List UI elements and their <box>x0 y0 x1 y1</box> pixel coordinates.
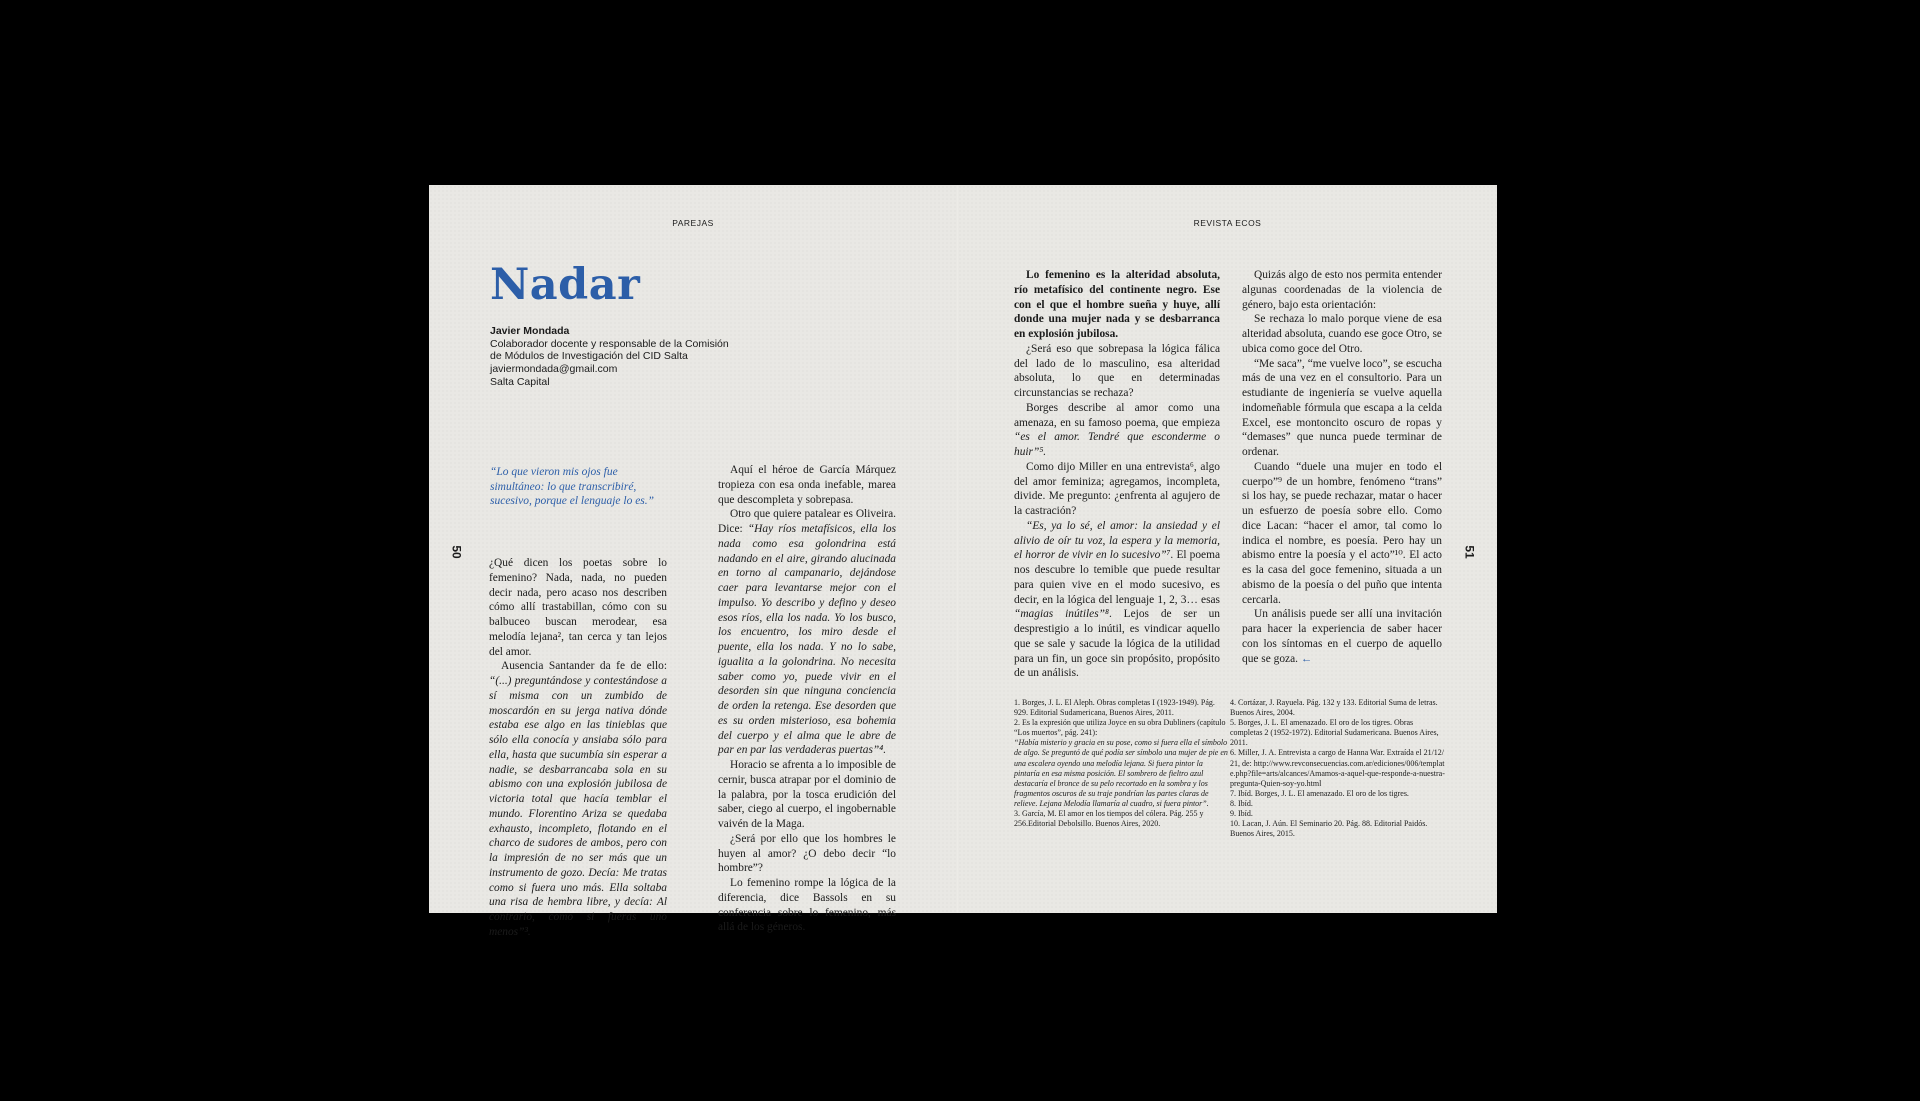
bold-statement: Lo femenino es la alteridad absoluta, río metafísico del continente negro. Ese con el que el hombre sueña y huye, allí donde una mujer nada y se desbarranca en explosión jubilosa. <box>1014 269 1220 340</box>
left-page <box>429 185 957 938</box>
body-paragraph <box>1242 607 1442 666</box>
running-head-right: REVISTA ECOS <box>1193 218 1262 228</box>
body-paragraph: “Me saca”, “me vuelve loco”, se escucha más de una vez en el consultorio. Para un estudiante de ingeniería se vuelve aquella indomeñable fórmula que escapa a la celda Excel, ese montoncito oscuro de ropas y “demases” que nunca puede terminar de ordenar. <box>1242 357 1442 458</box>
paragraph-text: Un análisis puede ser allí una invitación para hacer la experiencia de saber hacer con los síntomas en el cuerpo de aquello que se goza. <box>1242 608 1442 665</box>
quoted-passage: “(...) preguntándose y contestándose a sí misma con un zumbido de moscardón en su jerga nativa dónde estaba ese algo en las tinieblas que sólo ella conocía y ansiaba sólo para ella, hasta que sucumbía sin esperar a nadie, se desbarrancaba sola en su abismo con una explosión jubilosa de victoria total que hacía temblar el mundo. Florentino Ariza se quedaba exhausto, incompleto, flotando en el charco de sudores de ambos, pero con la impresión de no ser más que un instrumento de gozo. Decía: Me tratas como si fuera uno más. Ella soltaba una risa de hembra libre, y decía: Al contrario, como si fueras uno menos”³. <box>489 675 667 938</box>
footnotes-column-1 <box>1014 698 1228 829</box>
body-paragraph: Como dijo Miller en una entrevista⁶, algo del amor feminiza; agregamos, incompleta, divide. Me pregunto: ¿enfrenta al agujero de la castración? <box>1014 460 1220 517</box>
paragraph-text: Otro que quiere patalear es Oliveira. Dice: <box>718 508 896 535</box>
body-paragraph: ¿Será por ello que los hombres le huyen al amor? ¿O debo decir “lo hombre”? <box>718 832 896 875</box>
footnotes-column-2 <box>1230 698 1445 839</box>
author-email: javiermondada@gmail.com <box>490 363 618 376</box>
body-paragraph <box>1014 519 1220 681</box>
footnote: 4. Cortázar, J. Rayuela. Pág. 132 y 133. Editorial Suma de letras. Buenos Aires, 2004. <box>1230 698 1438 718</box>
paragraph-text: Borges describe al amor como una amenaza, en su famoso poema, que empieza <box>1014 401 1220 429</box>
footnote: 6. Miller, J. A. Entrevista a cargo de Hanna War. Extraída el 21/12/21, de: http://www.revconsecuencias.com.ar/ediciones/006/template.php?file=arts/alcances/Amamos-a-aquel-que-responde-a-nuestra-pregunta-Quien-soy-yo.html <box>1230 748 1445 788</box>
footnote-quoted-text: “Había misterio y gracia en su pose, como si fuera ella el símbolo de algo. Se preguntó de qué podía ser símbolo una mujer de pie en una escalera oyendo una melodía lejana. Si fuera pintor la pintaría en esa misma posición. El sombrero de fieltro azul destacaría el bronce de su pelo recortado en la sombra y los fragmentos oscuros de su traje pondrían las partes claras de relieve. Lejana Melodía llamaría al cuadro, si fuera pintor”. <box>1014 738 1228 808</box>
paragraph-text: El poema nos descubre lo temible que puede resultar para quien vive en el modo sucesivo, es decir, en la lógica del lenguaje 1, 2, 3… esas <box>1014 549 1220 606</box>
body-column-3 <box>1014 268 1220 681</box>
quoted-passage: “Es, ya lo sé, el amor: la ansiedad y el alivio de oír tu voz, la espera y la memoria, el horror de vivir en lo sucesivo”⁷. <box>1014 519 1220 562</box>
body-paragraph <box>718 507 896 758</box>
footnote: 7. Ibíd. Borges, J. L. El amenazado. El oro de los tigres. <box>1230 788 1409 798</box>
epigraph-quote: “Lo que vieron mis ojos fue simultáneo: lo que transcribiré, sucesivo, porque el lenguaje lo es.” <box>490 466 655 507</box>
author-location: Salta Capital <box>490 375 550 388</box>
body-paragraph: Se rechaza lo malo porque viene de esa alteridad absoluta, cuando ese goce Otro, se ubica como goce del Otro. <box>1242 313 1442 355</box>
body-column-4 <box>1242 268 1442 666</box>
quoted-passage: “Hay ríos metafísicos, ella los nada como esa golondrina está nadando en el aire, girando alucinada en torno al campanario, dejándose caer para levantarse mejor con el impulso. Yo describo y defino y deseo esos ríos, ella los nada. Yo los busco, los encuentro, los miro desde el puente, ella los nada. Y no lo sabe, igualita a la golondrina. No necesita saber como yo, puede vivir en el desorden sin que ninguna conciencia de orden la retenga. Ese desorden que es su orden misterioso, esa bohemia del cuerpo y el alma que le abre de par en par las verdaderas puertas”⁴. <box>718 523 897 757</box>
body-paragraph: Aquí el héroe de García Márquez tropieza con esa onda inefable, marea que descompleta y sobrepasa. <box>718 464 896 506</box>
footnote: 1. Borges, J. L. El Aleph. Obras completas I (1923-1949). Pág. 929. Editorial Sudamericana, Buenos Aires, 2011. <box>1014 698 1215 718</box>
body-paragraph: ¿Será eso que sobrepasa la lógica fálica del lado de lo masculino, esa alteridad absoluta, lo que en determinadas circunstancias se rechaza? <box>1014 342 1220 399</box>
footnote: 9. Ibíd. <box>1230 809 1253 819</box>
author-name: Javier Mondada <box>490 325 570 337</box>
paragraph-text: Ausencia Santander da fe de ello: <box>501 660 667 673</box>
right-page <box>958 185 1497 913</box>
page-number-right: 51 <box>1462 545 1477 559</box>
footnote: 3. García, M. El amor en los tiempos del cólera. Pág. 255 y 256.Editorial Debolsillo. Buenos Aires, 2020. <box>1014 809 1204 829</box>
end-of-article-arrow-icon: ← <box>1300 652 1313 665</box>
body-column-1 <box>489 556 667 940</box>
author-byline <box>490 325 790 389</box>
body-paragraph: Quizás algo de esto nos permita entender algunas coordenadas de la violencia de género, bajo esta orientación: <box>1242 269 1442 311</box>
footnote: 8. Ibíd. <box>1230 798 1253 808</box>
paragraph-text: . Lejos de ser un desprestigio a lo inútil, es vindicar aquello que se sale y sacude la lógica de la utilidad para un fin, un goce sin propósito, propósito de un análisis. <box>1014 608 1220 680</box>
quoted-phrase: “magias inútiles”⁸ <box>1014 608 1109 621</box>
body-paragraph <box>1014 401 1220 460</box>
footnote: 2. Es la expresión que utiliza Joyce en su obra Dubliners (capítulo “Los muertos”, pág. 241): <box>1014 718 1226 738</box>
body-paragraph <box>489 659 667 939</box>
page-number-left: 50 <box>449 545 464 559</box>
article-title: Nadar <box>490 260 641 310</box>
footnote-quote <box>1014 738 1228 809</box>
body-paragraph: Lo femenino rompe la lógica de la diferencia, dice Bassols en su conferencia sobre lo femenino, más allá de los géneros. <box>718 877 896 934</box>
body-paragraph: Cuando “duele una mujer en todo el cuerpo”⁹ de un hombre, fenómeno “trans” si los hay, se puede rechazar, matar o hacer un esfuerzo de poesía sobre ello. Como dice Lacan: “hacer el amor, tal como lo indica el nombre, es poesía. Pero hay un abismo entre la poesía y el acto”¹⁰. El acto es la casa del goce femenino, situada a un abismo de la poesía o del puño que intenta cercarla. <box>1242 460 1442 606</box>
body-paragraph: Horacio se afrenta a lo imposible de cernir, busca atrapar por el dominio de la palabra, por la tosca erudición del saber, ciego al cuerpo, el ingobernable vaivén de la Maga. <box>718 759 896 830</box>
footnote: 10. Lacan, J. Aún. El Seminario 20. Pág. 88. Editorial Paidós. Buenos Aires, 2015. <box>1230 819 1428 839</box>
quoted-passage: “es el amor. Tendré que esconderme o huir”⁵. <box>1014 431 1220 458</box>
body-column-2 <box>718 463 896 935</box>
body-paragraph: ¿Qué dicen los poetas sobre lo femenino? Nada, nada, no pueden decir nada, pero acaso nos describen cómo allí trastabillan, cómo con su balbuceo buscan merodear, esa melodía lejana², tan cerca y tan lejos del amor. <box>489 557 667 658</box>
running-head-left: PAREJAS <box>672 218 714 228</box>
footnote: 5. Borges, J. L. El amenazado. El oro de los tigres. Obras completas 2 (1952-1972). Editorial Sudamericana. Buenos Aires, 2011. <box>1230 718 1439 748</box>
author-role-line-1: Colaborador docente y responsable de la Comisión <box>490 337 729 350</box>
author-role-line-2: de Módulos de Investigación del CID Salta <box>490 350 688 363</box>
lead-paragraph <box>1014 268 1220 342</box>
